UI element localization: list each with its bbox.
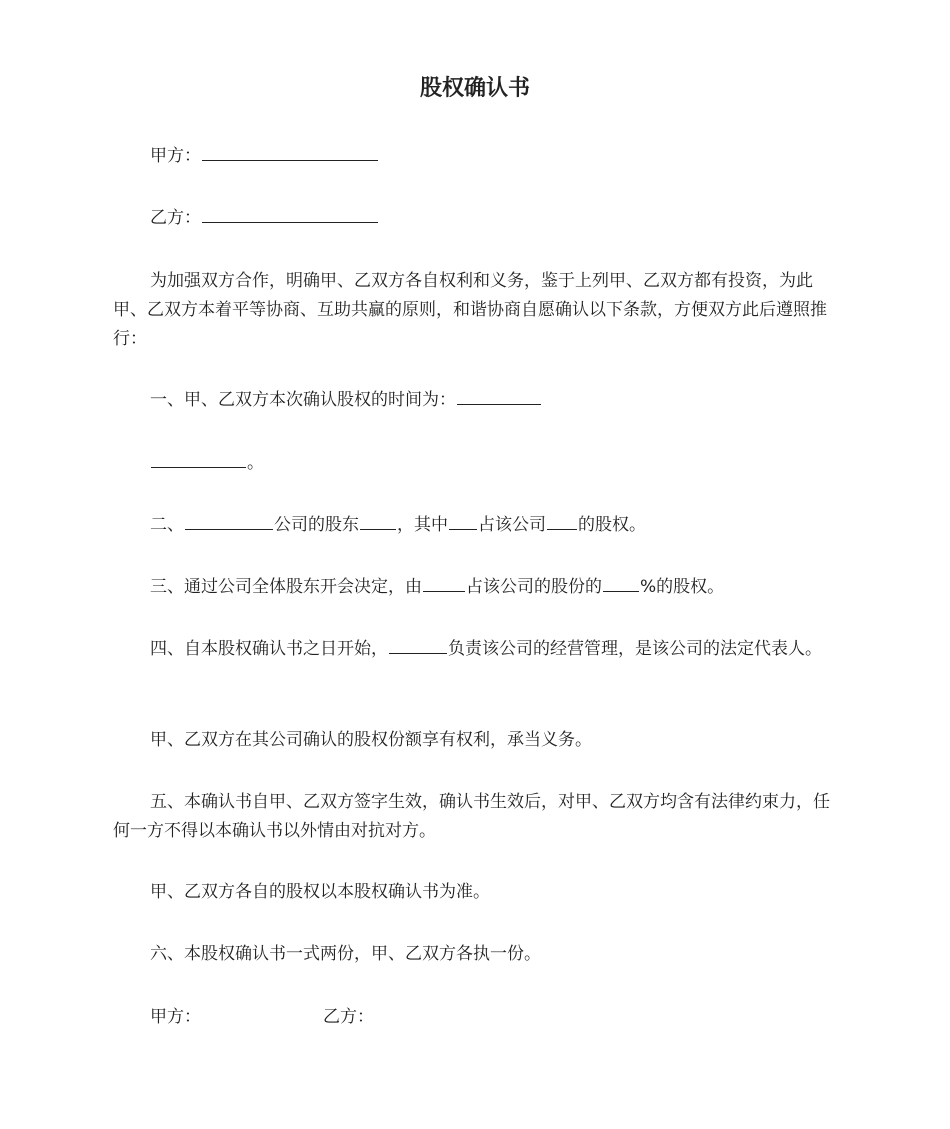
clause-3-text-a: 三、通过公司全体股东开会决定，由 — [150, 577, 422, 597]
clause-2-person-blank[interactable] — [449, 528, 477, 530]
clause-2 — [150, 511, 646, 540]
clause-2-shareholder-blank[interactable] — [360, 528, 396, 530]
party-b-line — [150, 204, 379, 233]
clause-4 — [113, 635, 838, 664]
clause-4-manager-blank[interactable] — [389, 652, 447, 654]
clause-2-prefix: 二、 — [150, 515, 184, 535]
clause-1-date-blank-2[interactable] — [151, 466, 246, 468]
clause-1 — [150, 386, 542, 415]
clause-1-end: 。 — [247, 453, 264, 473]
intro-paragraph: 为加强双方合作，明确甲、乙双方各自权利和义务，鉴于上列甲、乙双方都有投资，为此甲、乙双方本着平等协商、互助共赢的原则，和谐协商自愿确认以下条款，方便双方此后遵照推行： — [113, 271, 827, 349]
signature-party-a: 甲方： — [150, 1007, 201, 1027]
clause-2-text-b: 公司的股东 — [274, 515, 359, 535]
signature-party-b: 乙方： — [323, 1007, 374, 1027]
party-a-blank[interactable] — [202, 159, 378, 161]
clause-3-person-blank[interactable] — [423, 590, 465, 592]
party-b-blank[interactable] — [202, 221, 378, 223]
clause-3-text-b: 占该公司的股份的 — [466, 577, 602, 597]
standard-paragraph: 甲、乙双方各自的股权以本股权确认书为准。 — [150, 882, 490, 902]
clause-1-text: 一、甲、乙双方本次确认股权的时间为： — [150, 390, 456, 410]
clause-4-text-b: 负责该公司的经营管理，是该公司的法定代表人。 — [448, 639, 822, 659]
clause-1-date-blank[interactable] — [457, 403, 541, 405]
clause-3-percent-blank[interactable] — [603, 590, 639, 592]
clause-5: 五、本确认书自甲、乙双方签字生效，确认书生效后，对甲、乙双方均含有法律约束力，任何一方不得以本确认书以外情由对抗对方。 — [113, 792, 830, 841]
clause-3 — [150, 573, 724, 602]
party-b-label: 乙方： — [150, 208, 201, 228]
clause-2-text-c: ，其中 — [397, 515, 448, 535]
clause-1-continued — [150, 449, 264, 478]
clause-3-text-c: %的股权。 — [640, 577, 725, 597]
clause-2-text-d: 占该公司 — [478, 515, 546, 535]
rights-paragraph: 甲、乙双方在其公司确认的股权份额享有权利，承当义务。 — [150, 730, 592, 750]
party-a-label: 甲方： — [150, 146, 201, 166]
document-title: 股权确认书 — [419, 76, 530, 101]
party-a-line — [150, 142, 379, 171]
clause-6: 六、本股权确认书一式两份，甲、乙双方各执一份。 — [150, 944, 541, 964]
clause-4-text-a: 四、自本股权确认书之日开始， — [150, 639, 388, 659]
signature-line — [150, 1003, 374, 1032]
clause-2-text-e: 的股权。 — [578, 515, 646, 535]
clause-2-company-blank[interactable] — [185, 528, 273, 530]
clause-2-share-blank[interactable] — [547, 528, 577, 530]
